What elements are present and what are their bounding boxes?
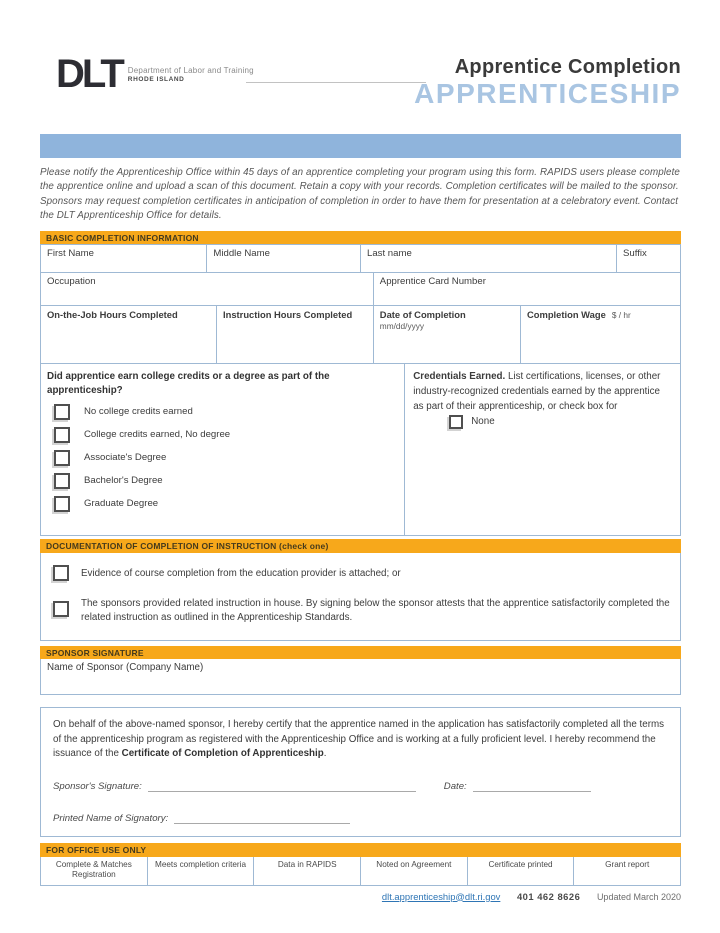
- table-row: [41, 273, 681, 306]
- header: [40, 52, 681, 120]
- college-option-row: [54, 473, 394, 489]
- printed-name-line[interactable]: [174, 812, 350, 824]
- office-use-table: [40, 857, 681, 886]
- suffix-field[interactable]: Suffix: [617, 245, 681, 273]
- dlt-state-name: RHODE ISLAND: [127, 76, 185, 83]
- basic-info-table: [40, 244, 681, 364]
- printed-name-label: Printed Name of Signatory:: [53, 813, 169, 825]
- date-line[interactable]: [473, 780, 591, 792]
- instruction-hours-field[interactable]: [217, 306, 374, 364]
- footer: [40, 891, 681, 902]
- sponsor-certification-box: [40, 707, 681, 837]
- last-name-field[interactable]: Last name: [361, 245, 617, 273]
- checkbox-associates-degree[interactable]: [54, 450, 70, 466]
- form-title: Apprentice Completion: [454, 56, 681, 78]
- card-number-field[interactable]: Apprentice Card Number: [374, 273, 681, 306]
- checkbox-none[interactable]: [449, 415, 463, 429]
- date-format-hint: mm/dd/yyyy: [379, 321, 425, 332]
- email-link[interactable]: dlt.apprenticeship@dlt.ri.gov: [381, 890, 501, 902]
- occupation-field[interactable]: Occupation: [41, 273, 374, 306]
- dlt-logo-acronym: DLT: [56, 52, 122, 96]
- sponsor-signature-label: Sponsor's Signature:: [53, 781, 142, 793]
- date-label: Date:: [443, 781, 467, 793]
- middle-name-field[interactable]: Middle Name: [207, 245, 361, 273]
- option-label: College credits earned, No degree: [84, 429, 231, 441]
- table-row: [41, 245, 681, 273]
- wage-unit-hint: $ / hr: [611, 310, 631, 321]
- college-option-row: [54, 496, 394, 512]
- none-label: None: [471, 415, 495, 427]
- checkbox-bachelors-degree[interactable]: [54, 473, 70, 489]
- completion-wage-field[interactable]: [521, 306, 681, 364]
- certification-period: .: [323, 748, 327, 760]
- phone-number: 401 462 8626: [516, 890, 581, 902]
- printed-name-row: [53, 812, 668, 824]
- ojt-hours-label: On-the-Job Hours Completed: [47, 309, 178, 321]
- office-column-noted-agreement: Noted on Agreement: [361, 857, 468, 885]
- blue-banner: [40, 134, 681, 158]
- certification-text: On behalf of the above-named sponsor, I hereby certify that the apprentice named in the application has satisfactorily completed all the terms of the apprenticeship program as registered with the Apprenticeship Office and is working at a fully proficient level. I hereby recommend the issuance of the: [53, 719, 665, 760]
- program-title: APPRENTICESHIP: [414, 78, 681, 109]
- completion-date-field[interactable]: [374, 306, 521, 364]
- college-credits-panel: [41, 364, 405, 535]
- option-label: No college credits earned: [84, 406, 193, 418]
- college-credits-question: Did apprentice earn college credits or a degree as part of the apprenticeship?: [47, 371, 330, 396]
- checkbox-graduate-degree[interactable]: [54, 496, 70, 512]
- signature-row: [53, 780, 668, 792]
- documentation-option-label: Evidence of course completion from the education provider is attached; or: [81, 567, 401, 579]
- documentation-box: [40, 553, 681, 641]
- credentials-panel[interactable]: [405, 364, 680, 535]
- checkbox-in-house-instruction[interactable]: [53, 601, 69, 617]
- option-label: Graduate Degree: [84, 498, 159, 510]
- office-column-certificate-printed: Certificate printed: [468, 857, 575, 885]
- section-basic-completion: BASIC COMPLETION INFORMATION: [40, 231, 681, 245]
- documentation-option-row: [53, 595, 670, 625]
- college-option-row: [54, 450, 394, 466]
- table-row: [41, 306, 681, 364]
- documentation-option-row: [53, 565, 670, 581]
- section-documentation: DOCUMENTATION OF COMPLETION OF INSTRUCTION (check one): [40, 539, 681, 553]
- intro-paragraph: Please notify the Apprenticeship Office within 45 days of an apprentice completing your program using this form. RAPIDS users please complete the apprentice online and upload a scan of this document. Retain a copy with your records. Completion certificates will be mailed to the sponsor. Sponsors may request completion certificates in anticipation of completion in order to have them for presentation at a celebratory event. Contact the DLT Apprenticeship Office for details.: [40, 167, 680, 222]
- office-column-grant-report: Grant report: [605, 859, 650, 869]
- dlt-logo: [56, 52, 254, 96]
- office-column-data-rapids: Data in RAPIDS: [254, 857, 361, 885]
- certificate-name: Certificate of Completion of Apprenticeship: [121, 748, 324, 760]
- office-column-complete-matches: Complete & Matches Registration: [41, 857, 148, 885]
- section-office-use: FOR OFFICE USE ONLY: [40, 843, 681, 857]
- office-column-meets-criteria: Meets completion criteria: [148, 857, 255, 885]
- title-divider-line: [246, 82, 426, 83]
- completion-wage-label: Completion Wage: [526, 309, 606, 321]
- ojt-hours-field[interactable]: [41, 306, 217, 364]
- sponsor-signature-line[interactable]: [148, 780, 416, 792]
- checkbox-evidence-attached[interactable]: [53, 565, 69, 581]
- sponsor-name-field[interactable]: [40, 659, 681, 695]
- dlt-dept-name: Department of Labor and Training: [127, 66, 254, 75]
- college-option-row: [54, 427, 394, 443]
- credentials-lead: Credentials Earned.: [413, 371, 506, 383]
- instruction-hours-label: Instruction Hours Completed: [223, 309, 353, 321]
- option-label: Associate's Degree: [84, 452, 167, 464]
- credits-credentials-section: [40, 364, 681, 536]
- first-name-field[interactable]: First Name: [41, 245, 207, 273]
- option-label: Bachelor's Degree: [84, 475, 163, 487]
- sponsor-name-label: Name of Sponsor (Company Name): [47, 662, 204, 674]
- checkbox-no-credits[interactable]: [54, 404, 70, 420]
- checkbox-credits-no-degree[interactable]: [54, 427, 70, 443]
- college-option-row: [54, 404, 394, 420]
- completion-date-label: Date of Completion: [379, 309, 466, 321]
- documentation-option-label: The sponsors provided related instruction in house. By signing below the sponsor attests that the apprentice satisfactorily completed the related instruction as outlined in the Apprenticeship Standards.: [81, 598, 670, 624]
- section-sponsor-signature: SPONSOR SIGNATURE: [40, 646, 681, 660]
- updated-date: Updated March 2020: [596, 891, 681, 902]
- credentials-body: List certifications, licenses, or other industry-recognized credentials earned by the apprentice as part of their apprenticeship, or check box for: [413, 371, 661, 412]
